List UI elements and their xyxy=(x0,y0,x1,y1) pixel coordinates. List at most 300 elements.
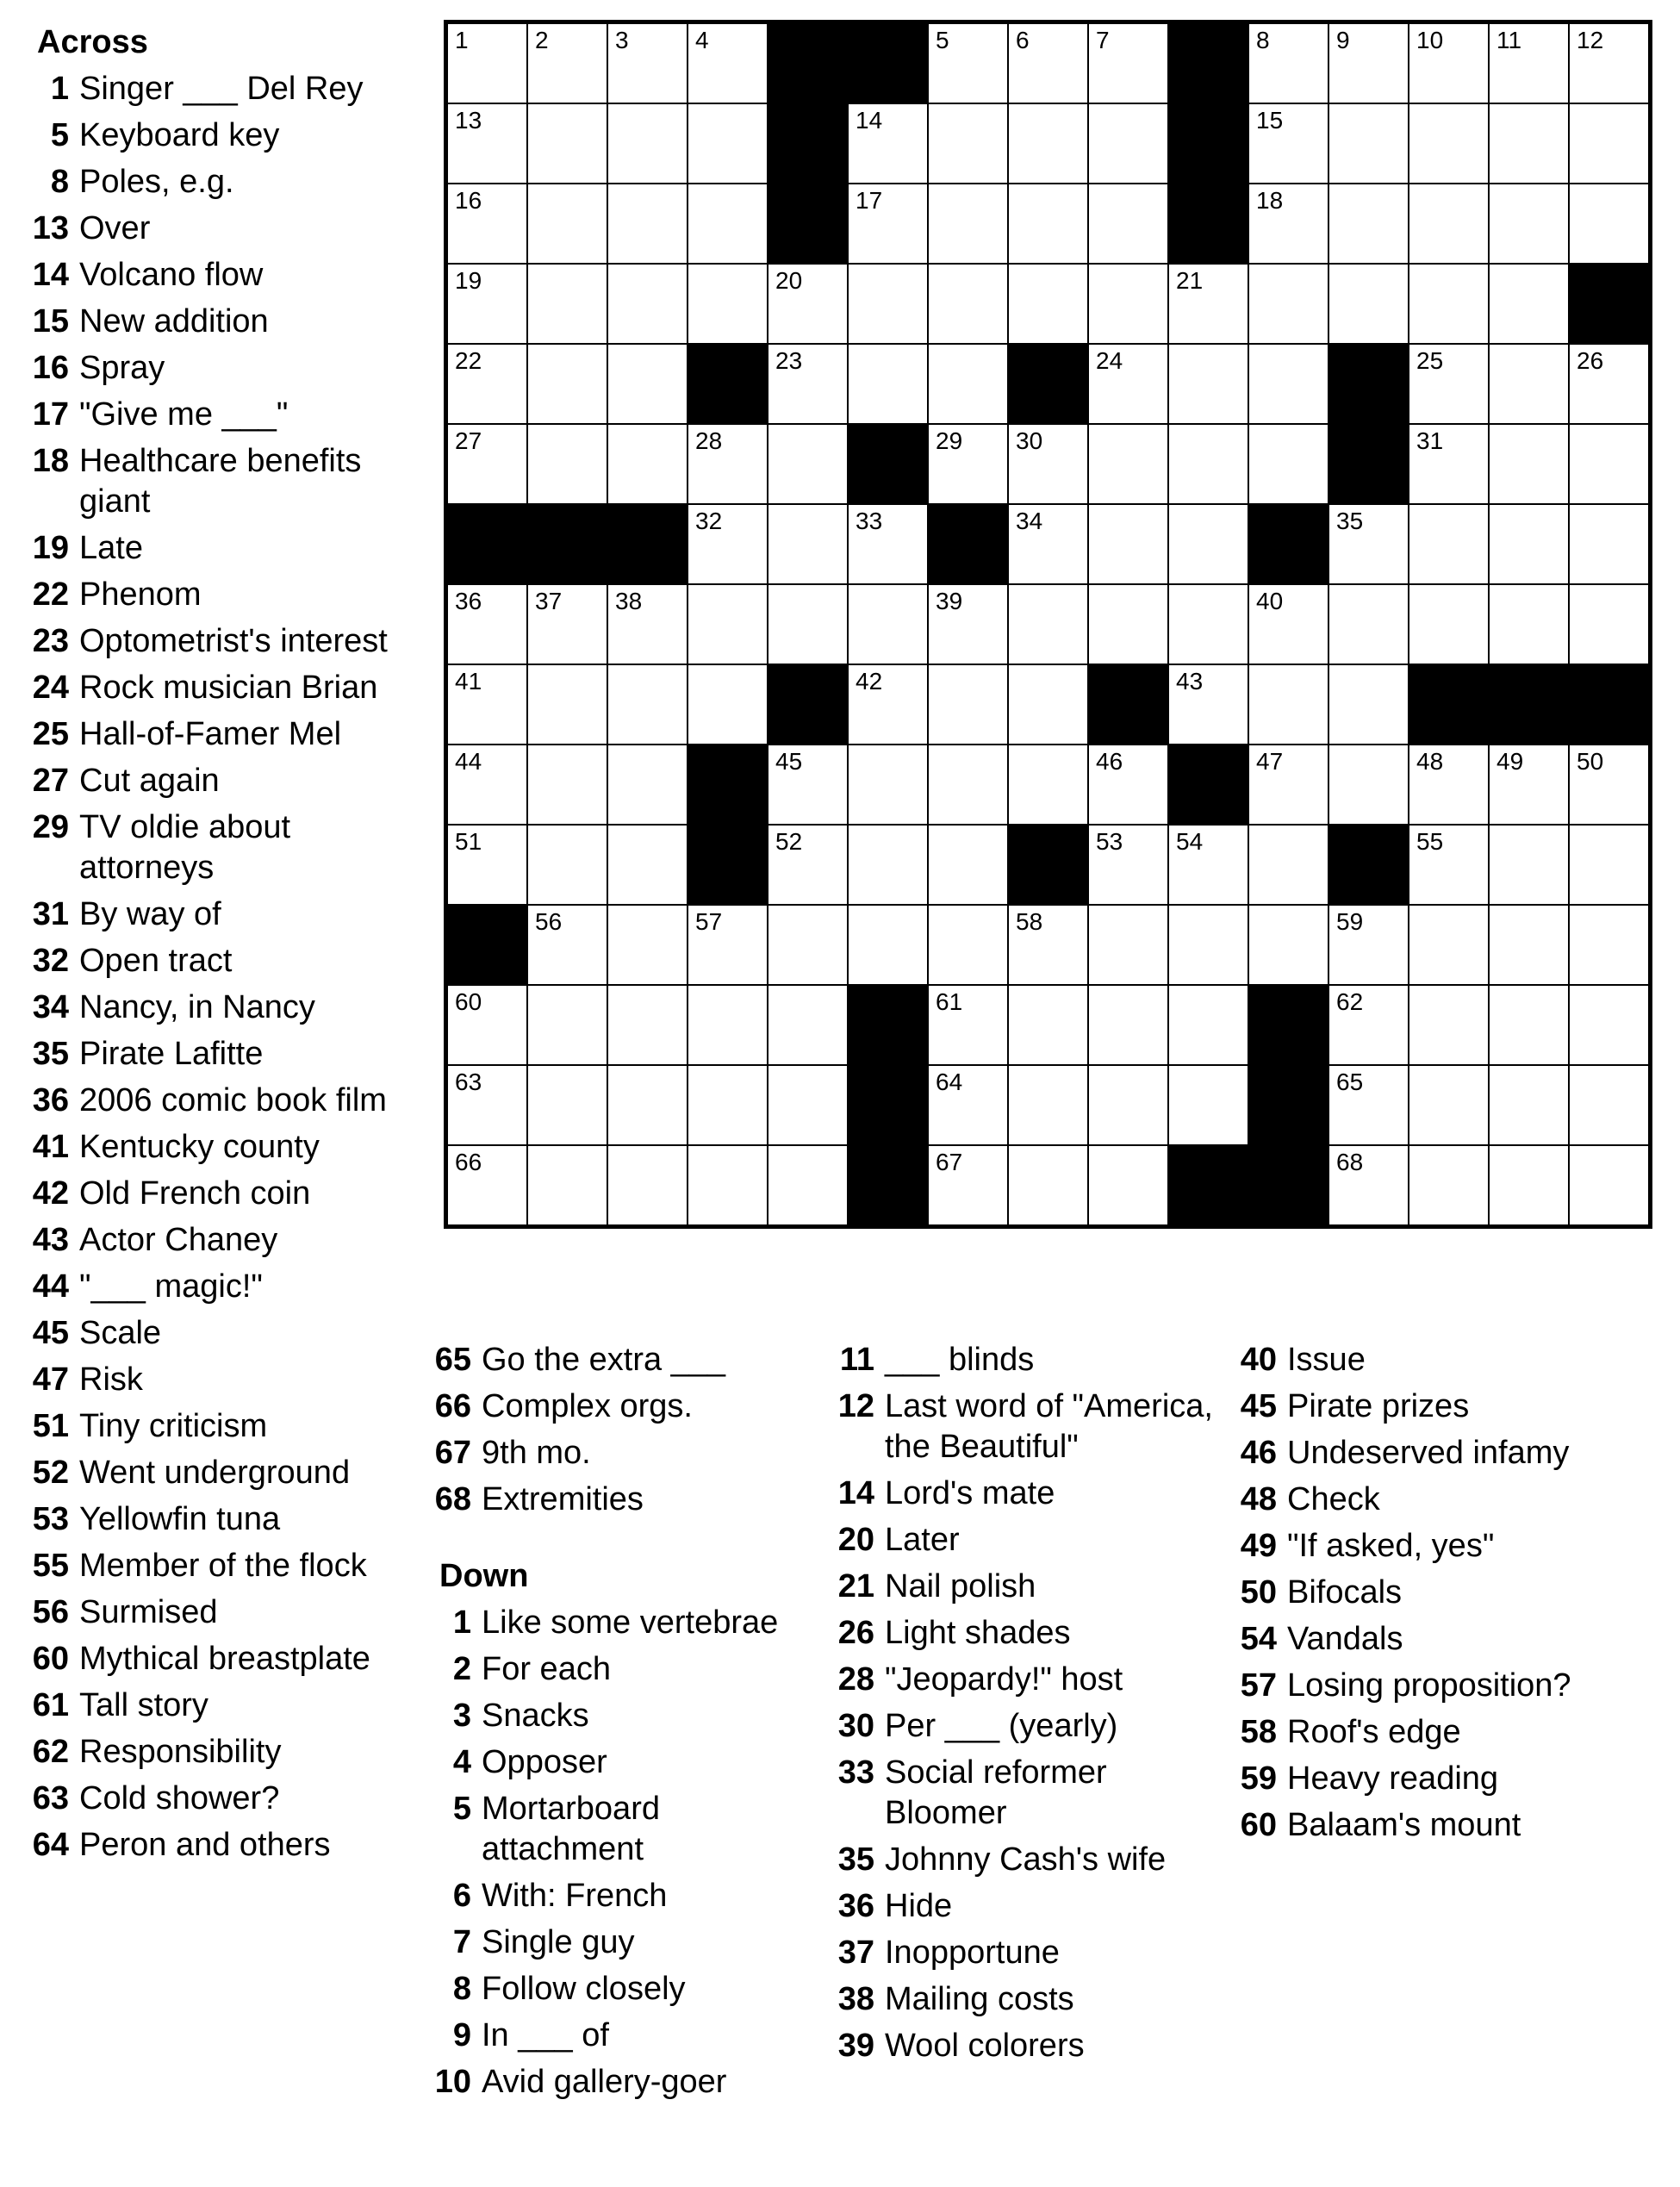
grid-cell xyxy=(768,264,848,344)
grid-cell xyxy=(527,905,607,985)
clue-text: TV oldie about attorneys xyxy=(79,809,291,886)
clue-number: 47 xyxy=(32,1361,69,1398)
clue-number: 62 xyxy=(32,1734,69,1770)
grid-cell xyxy=(1569,825,1649,905)
clue-row xyxy=(823,1340,1219,1380)
grid-cell xyxy=(1328,1145,1409,1225)
grid-cell-black xyxy=(447,504,527,584)
grid-cell-black xyxy=(1008,344,1088,424)
grid-cell xyxy=(1569,745,1649,825)
grid-cell xyxy=(848,184,928,264)
grid-cell-black xyxy=(1248,985,1328,1065)
clue-number: 41 xyxy=(32,1129,69,1165)
grid-cell xyxy=(1248,264,1328,344)
clue-text: "Jeopardy!" host xyxy=(885,1661,1123,1698)
clue-text: Johnny Cash's wife xyxy=(885,1841,1167,1878)
cell-number: 4 xyxy=(695,27,709,53)
grid-cell xyxy=(527,745,607,825)
grid-cell xyxy=(447,985,527,1065)
cell-number: 41 xyxy=(455,668,482,695)
clue-number: 27 xyxy=(32,763,69,799)
clue-text: Bifocals xyxy=(1287,1574,1403,1611)
grid-cell xyxy=(1409,424,1489,504)
grid-cell xyxy=(1008,264,1088,344)
clue-number: 66 xyxy=(434,1388,471,1424)
grid-cell xyxy=(1088,745,1168,825)
clue-number: 63 xyxy=(32,1780,69,1816)
clue-row xyxy=(1225,1480,1621,1520)
clue-row xyxy=(17,1639,414,1679)
grid-cell xyxy=(1008,985,1088,1065)
clue-text: Vandals xyxy=(1287,1621,1403,1657)
clue-row xyxy=(17,941,414,981)
cell-number: 46 xyxy=(1096,748,1123,775)
grid-cell xyxy=(1088,1065,1168,1145)
clue-number: 2 xyxy=(452,1651,471,1687)
clue-number: 4 xyxy=(452,1744,471,1780)
clue-number: 36 xyxy=(32,1082,69,1118)
clue-text: Actor Chaney xyxy=(79,1222,278,1258)
grid-cell xyxy=(1489,825,1569,905)
grid-cell-black xyxy=(447,905,527,985)
grid-cell xyxy=(527,264,607,344)
grid-cell xyxy=(688,584,768,664)
grid-cell xyxy=(607,1145,688,1225)
grid-cell xyxy=(928,23,1008,103)
clue-row xyxy=(420,1876,816,1916)
clue-number: 45 xyxy=(1240,1388,1277,1424)
cell-number: 32 xyxy=(695,508,723,534)
grid-cell xyxy=(607,985,688,1065)
clue-text: Optometrist's interest xyxy=(79,623,388,659)
clue-row xyxy=(420,1603,816,1643)
grid-cell xyxy=(527,584,607,664)
cell-number: 34 xyxy=(1016,508,1043,534)
clue-row xyxy=(17,348,414,389)
grid-cell xyxy=(527,184,607,264)
clue-text: Scale xyxy=(79,1315,162,1351)
grid-cell xyxy=(1489,264,1569,344)
grid-cell xyxy=(928,1145,1008,1225)
clue-number: 43 xyxy=(32,1222,69,1258)
clue-row xyxy=(1225,1433,1621,1474)
grid-cell xyxy=(447,664,527,745)
clue-text: Hall-of-Famer Mel xyxy=(79,716,342,752)
clue-row xyxy=(420,1649,816,1690)
clue-row xyxy=(17,1453,414,1493)
grid-cell xyxy=(1008,1065,1088,1145)
clue-text: Light shades xyxy=(885,1615,1071,1651)
grid-cell xyxy=(1328,985,1409,1065)
clue-text: "___ magic!" xyxy=(79,1268,263,1305)
clue-row xyxy=(17,1406,414,1447)
clue-number: 21 xyxy=(837,1568,874,1604)
grid-cell xyxy=(928,264,1008,344)
clue-text: Lord's mate xyxy=(885,1475,1055,1511)
clue-text: Surmised xyxy=(79,1594,218,1630)
grid-cell xyxy=(1088,1145,1168,1225)
grid-cell xyxy=(1008,905,1088,985)
clue-row xyxy=(420,1922,816,1963)
grid-cell-black xyxy=(848,23,928,103)
grid-cell xyxy=(1008,504,1088,584)
grid-cell xyxy=(1088,504,1168,584)
grid-cell-black xyxy=(1328,825,1409,905)
cell-number: 26 xyxy=(1577,347,1604,374)
clue-text: Singer ___ Del Rey xyxy=(79,71,364,107)
cell-number: 49 xyxy=(1496,748,1524,775)
cell-number: 27 xyxy=(455,427,482,454)
clue-number: 23 xyxy=(32,623,69,659)
grid-cell xyxy=(1569,424,1649,504)
clue-text: Spray xyxy=(79,350,165,386)
clue-number: 64 xyxy=(32,1827,69,1863)
grid-cell-black xyxy=(1409,664,1489,745)
cell-number: 60 xyxy=(455,988,482,1015)
clue-row xyxy=(17,1825,414,1866)
grid-cell xyxy=(1569,344,1649,424)
grid-cell xyxy=(1569,1145,1649,1225)
grid-cell xyxy=(1489,745,1569,825)
clue-row xyxy=(1225,1759,1621,1799)
clue-row xyxy=(17,69,414,109)
grid-cell xyxy=(1489,344,1569,424)
grid-cell-black xyxy=(928,504,1008,584)
grid-cell xyxy=(1008,745,1088,825)
grid-cell-black xyxy=(1248,504,1328,584)
clue-text: Kentucky county xyxy=(79,1129,320,1165)
grid-cell xyxy=(848,504,928,584)
grid-cell xyxy=(928,825,1008,905)
cell-number: 63 xyxy=(455,1069,482,1095)
clue-text: By way of xyxy=(79,896,221,932)
grid-cell xyxy=(1168,1065,1248,1145)
grid-cell xyxy=(688,1065,768,1145)
cell-number: 16 xyxy=(455,187,482,214)
clue-row xyxy=(420,1480,816,1520)
grid-cell xyxy=(1569,985,1649,1065)
grid-cell xyxy=(447,344,527,424)
clue-text: "If asked, yes" xyxy=(1287,1528,1495,1564)
grid-cell xyxy=(1489,985,1569,1065)
clue-text: Single guy xyxy=(482,1924,635,1960)
clue-row xyxy=(17,1220,414,1261)
grid-cell xyxy=(1328,23,1409,103)
grid-cell xyxy=(848,905,928,985)
grid-cell xyxy=(1168,584,1248,664)
grid-cell xyxy=(607,23,688,103)
cell-number: 29 xyxy=(936,427,963,454)
grid-cell xyxy=(1168,905,1248,985)
grid-cell xyxy=(607,103,688,184)
cell-number: 38 xyxy=(615,588,643,614)
grid-cell xyxy=(447,103,527,184)
grid-cell-black xyxy=(527,504,607,584)
clue-number: 5 xyxy=(452,1791,471,1827)
grid-cell xyxy=(447,825,527,905)
grid-cell xyxy=(768,905,848,985)
grid-cell xyxy=(1409,1145,1489,1225)
across-heading: Across xyxy=(37,24,148,60)
clue-text: Cold shower? xyxy=(79,1780,280,1816)
grid-cell xyxy=(527,23,607,103)
clue-text: Last word of "America, the Beautiful" xyxy=(885,1388,1213,1465)
clue-number: 60 xyxy=(1240,1807,1277,1843)
clue-number: 56 xyxy=(32,1594,69,1630)
grid-cell xyxy=(1569,584,1649,664)
grid-cell xyxy=(1409,184,1489,264)
cell-number: 2 xyxy=(535,27,549,53)
grid-cell xyxy=(607,1065,688,1145)
clue-number: 60 xyxy=(32,1641,69,1677)
clue-number: 19 xyxy=(32,530,69,566)
clue-row xyxy=(1225,1805,1621,1846)
grid-cell xyxy=(768,504,848,584)
clue-number: 52 xyxy=(32,1455,69,1491)
cell-number: 64 xyxy=(936,1069,963,1095)
grid-cell-black xyxy=(1569,664,1649,745)
grid-cell xyxy=(1409,745,1489,825)
grid-cell xyxy=(688,264,768,344)
cell-number: 61 xyxy=(936,988,963,1015)
clue-text: Phenom xyxy=(79,576,202,613)
cell-number: 33 xyxy=(856,508,883,534)
clue-text: With: French xyxy=(482,1878,668,1914)
clue-number: 44 xyxy=(32,1268,69,1305)
clue-row xyxy=(17,1732,414,1773)
clue-number: 9 xyxy=(452,2017,471,2053)
grid-cell xyxy=(688,23,768,103)
clue-text: Cut again xyxy=(79,763,220,799)
clue-text: "Give me ___" xyxy=(79,396,289,433)
grid-cell xyxy=(447,23,527,103)
cell-number: 44 xyxy=(455,748,482,775)
clue-text: Social reformer Bloomer xyxy=(885,1754,1107,1831)
cell-number: 35 xyxy=(1336,508,1364,534)
cell-number: 8 xyxy=(1256,27,1270,53)
cell-number: 50 xyxy=(1577,748,1604,775)
grid-cell xyxy=(1489,23,1569,103)
clue-row xyxy=(420,1969,816,2009)
grid-cell-black xyxy=(768,23,848,103)
clue-text: Hide xyxy=(885,1888,953,1924)
cell-number: 48 xyxy=(1416,748,1444,775)
grid-cell xyxy=(1088,424,1168,504)
clue-text: Nancy, in Nancy xyxy=(79,989,315,1025)
grid-cell xyxy=(928,344,1008,424)
clue-number: 50 xyxy=(1240,1574,1277,1611)
across-clues-col1 xyxy=(17,69,414,1872)
cell-number: 40 xyxy=(1256,588,1284,614)
cell-number: 68 xyxy=(1336,1149,1364,1175)
clue-number: 38 xyxy=(837,1981,874,2017)
cell-number: 51 xyxy=(455,828,482,855)
grid-cell xyxy=(1008,23,1088,103)
grid-cell xyxy=(1088,103,1168,184)
clue-text: ___ blinds xyxy=(885,1342,1035,1378)
clue-text: Pirate prizes xyxy=(1287,1388,1470,1424)
grid-cell xyxy=(1328,184,1409,264)
clue-number: 40 xyxy=(1240,1342,1277,1378)
clue-text: Keyboard key xyxy=(79,117,280,153)
cell-number: 10 xyxy=(1416,27,1444,53)
grid-cell xyxy=(447,184,527,264)
cell-number: 22 xyxy=(455,347,482,374)
grid-cell-black xyxy=(1489,664,1569,745)
grid-cell xyxy=(1409,1065,1489,1145)
cell-number: 3 xyxy=(615,27,629,53)
clue-text: Later xyxy=(885,1522,960,1558)
clue-text: Issue xyxy=(1287,1342,1366,1378)
clue-row xyxy=(1225,1619,1621,1660)
grid-cell-black xyxy=(1168,745,1248,825)
clue-number: 65 xyxy=(434,1342,471,1378)
grid-cell xyxy=(688,184,768,264)
cell-number: 43 xyxy=(1176,668,1204,695)
grid-cell-black xyxy=(768,184,848,264)
clue-row xyxy=(17,255,414,296)
clue-number: 35 xyxy=(837,1841,874,1878)
clue-number: 25 xyxy=(32,716,69,752)
clue-row xyxy=(17,1592,414,1633)
clue-text: Over xyxy=(79,210,151,246)
grid-cell xyxy=(1328,264,1409,344)
grid-cell xyxy=(607,905,688,985)
grid-cell xyxy=(928,424,1008,504)
grid-cell xyxy=(447,264,527,344)
clue-number: 17 xyxy=(32,396,69,433)
cell-number: 37 xyxy=(535,588,563,614)
grid-cell xyxy=(768,825,848,905)
clue-text: Roof's edge xyxy=(1287,1714,1461,1750)
clue-number: 53 xyxy=(32,1501,69,1537)
clue-text: 9th mo. xyxy=(482,1435,591,1471)
grid-cell xyxy=(1088,584,1168,664)
grid-cell xyxy=(607,344,688,424)
crossword-grid xyxy=(444,20,1652,1229)
grid-cell xyxy=(688,504,768,584)
clue-number: 5 xyxy=(50,117,69,153)
grid-cell xyxy=(447,1065,527,1145)
grid-cell xyxy=(1248,905,1328,985)
cell-number: 36 xyxy=(455,588,482,614)
grid-cell-black xyxy=(1168,103,1248,184)
clue-text: Snacks xyxy=(482,1698,589,1734)
clue-row xyxy=(17,1081,414,1121)
grid-cell xyxy=(1008,584,1088,664)
clue-number: 1 xyxy=(50,71,69,107)
down-heading: Down xyxy=(439,1558,529,1594)
grid-cell xyxy=(768,584,848,664)
cell-number: 58 xyxy=(1016,908,1043,935)
clue-row xyxy=(823,1706,1219,1747)
clue-text: Late xyxy=(79,530,143,566)
grid-cell-black xyxy=(607,504,688,584)
down-clues-col4 xyxy=(1225,1340,1621,1852)
clue-number: 14 xyxy=(837,1475,874,1511)
clue-number: 28 xyxy=(837,1661,874,1698)
grid-cell-black xyxy=(848,424,928,504)
grid-cell xyxy=(1328,745,1409,825)
grid-cell xyxy=(1489,184,1569,264)
grid-cell xyxy=(1409,985,1489,1065)
cell-number: 65 xyxy=(1336,1069,1364,1095)
grid-cell xyxy=(1248,825,1328,905)
clue-number: 59 xyxy=(1240,1760,1277,1797)
grid-cell xyxy=(768,344,848,424)
cell-number: 56 xyxy=(535,908,563,935)
grid-cell xyxy=(928,985,1008,1065)
clue-number: 10 xyxy=(434,2064,471,2100)
clue-row xyxy=(823,1660,1219,1700)
clue-number: 31 xyxy=(32,896,69,932)
clue-row xyxy=(823,1386,1219,1467)
clue-text: For each xyxy=(482,1651,611,1687)
cell-number: 25 xyxy=(1416,347,1444,374)
grid-cell xyxy=(848,584,928,664)
clue-number: 12 xyxy=(837,1388,874,1424)
across-clues-col2 xyxy=(420,1340,816,1526)
grid-cell xyxy=(1489,103,1569,184)
grid-cell xyxy=(1248,424,1328,504)
clue-number: 51 xyxy=(32,1408,69,1444)
grid-cell xyxy=(1569,23,1649,103)
grid-cell xyxy=(928,664,1008,745)
clue-text: Mortarboard attachment xyxy=(482,1791,660,1867)
grid-cell xyxy=(527,985,607,1065)
clue-text: Inopportune xyxy=(885,1935,1060,1971)
clue-row xyxy=(17,1360,414,1400)
cell-number: 1 xyxy=(455,27,469,53)
grid-cell-black xyxy=(1008,825,1088,905)
grid-cell xyxy=(1088,184,1168,264)
cell-number: 6 xyxy=(1016,27,1030,53)
clue-number: 3 xyxy=(452,1698,471,1734)
clue-row xyxy=(420,1742,816,1783)
grid-cell xyxy=(1248,23,1328,103)
grid-cell xyxy=(527,103,607,184)
cell-number: 13 xyxy=(455,107,482,134)
clue-row xyxy=(17,1685,414,1726)
grid-cell xyxy=(1489,1145,1569,1225)
cell-number: 7 xyxy=(1096,27,1110,53)
grid-cell xyxy=(848,264,928,344)
grid-cell xyxy=(1168,825,1248,905)
grid-cell xyxy=(768,985,848,1065)
clue-number: 26 xyxy=(837,1615,874,1651)
clue-row xyxy=(420,1386,816,1427)
cell-number: 5 xyxy=(936,27,949,53)
cell-number: 11 xyxy=(1496,27,1522,53)
grid-cell xyxy=(1088,23,1168,103)
grid-cell xyxy=(1409,103,1489,184)
clue-number: 14 xyxy=(32,257,69,293)
clue-number: 36 xyxy=(837,1888,874,1924)
clue-text: Undeserved infamy xyxy=(1287,1435,1570,1471)
clue-text: Responsibility xyxy=(79,1734,282,1770)
clue-number: 6 xyxy=(452,1878,471,1914)
grid-cell xyxy=(688,664,768,745)
cell-number: 52 xyxy=(775,828,803,855)
grid-cell xyxy=(688,424,768,504)
clue-row xyxy=(1225,1386,1621,1427)
clue-row xyxy=(1225,1573,1621,1613)
clue-number: 58 xyxy=(1240,1714,1277,1750)
clue-row xyxy=(17,714,414,755)
grid-cell xyxy=(928,745,1008,825)
clue-text: Volcano flow xyxy=(79,257,264,293)
clue-row xyxy=(420,1696,816,1736)
